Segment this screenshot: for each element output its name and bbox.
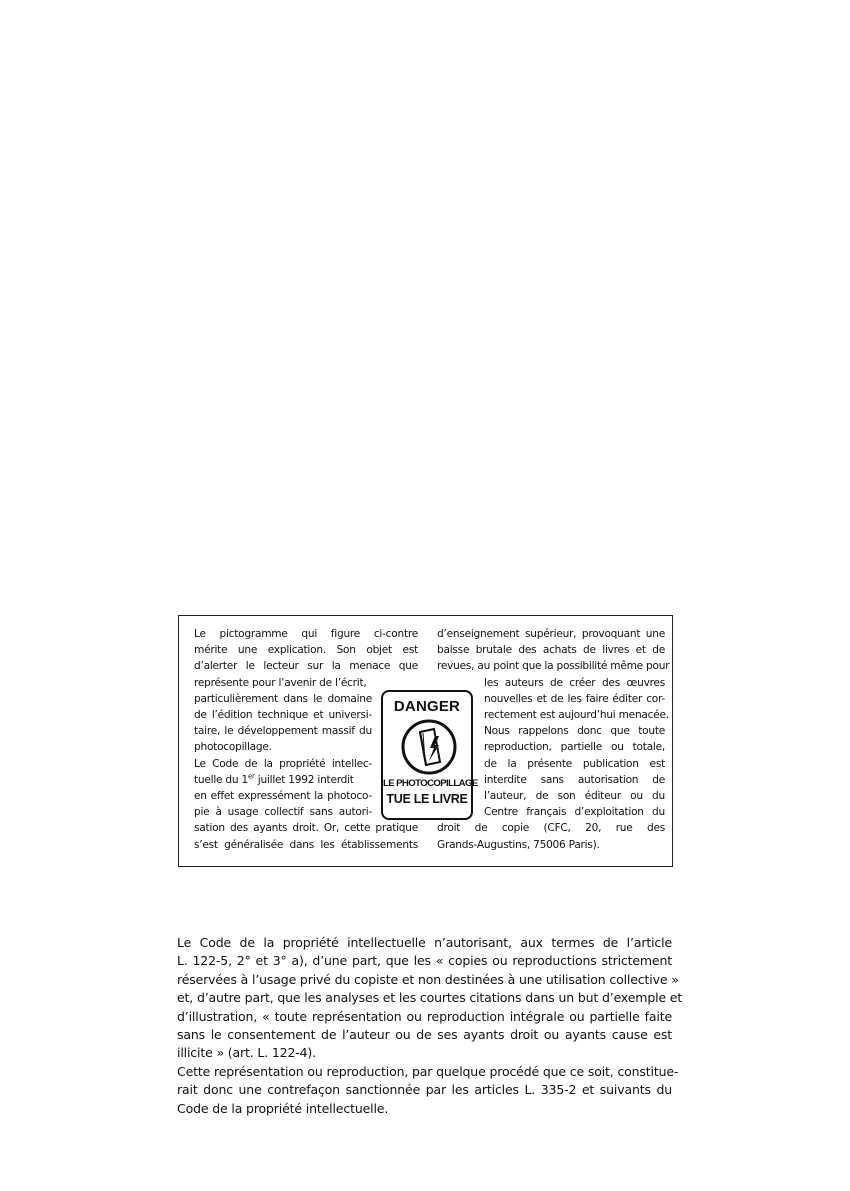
text-line: sation des ayants droit. Or, cette pratique bbox=[194, 822, 418, 835]
legal-line: Code de la propriété intellectuelle. bbox=[177, 1100, 389, 1116]
text-line: d’alerter le lecteur sur la menace que bbox=[194, 660, 418, 673]
text-line: représente pour l’avenir de l’écrit, bbox=[194, 676, 367, 689]
warning-right-column bbox=[437, 626, 670, 853]
logo-title: DANGER bbox=[393, 698, 461, 715]
legal-line: d’illustration, « toute représentation ou reproduction intégrale ou partielle faite bbox=[177, 1008, 672, 1024]
logo-caption-line2: TUE LE LIVRE bbox=[386, 792, 468, 806]
text-line: taire, le développement massif du bbox=[194, 725, 372, 738]
text-line: Le pictogramme qui figure ci-contre bbox=[194, 628, 418, 640]
photocopy-warning-box bbox=[178, 615, 673, 867]
text-line: photocopillage. bbox=[194, 741, 272, 754]
legal-notice bbox=[177, 934, 683, 1118]
text-line: Nous rappelons donc que toute bbox=[484, 725, 665, 738]
text-fragment: juillet 1992 interdit bbox=[254, 773, 354, 786]
text-line: de l’édition technique et universi- bbox=[194, 709, 372, 722]
legal-line: Cette représentation ou reproduction, par quelque procédé que ce soit, constitue- bbox=[177, 1063, 679, 1079]
text-line: mérite une explication. Son objet est bbox=[194, 644, 418, 657]
text-line: les auteurs de créer des œuvres bbox=[484, 676, 665, 689]
legal-line: sans le consentement de l’auteur ou de ses ayants droit ou ayants cause est bbox=[177, 1027, 672, 1043]
legal-line: illicite » (art. L. 122-4). bbox=[177, 1045, 316, 1061]
legal-line: Le Code de la propriété intellectuelle n’autorisant, aux termes de l’article bbox=[177, 935, 672, 950]
text-line: l’auteur, de son éditeur ou du bbox=[484, 790, 665, 803]
legal-line: L. 122-5, 2° et 3° a), d’une part, que les « copies ou reproductions strictement bbox=[177, 953, 672, 969]
superscript: er bbox=[247, 772, 255, 781]
legal-line: réservées à l’usage privé du copiste et non destinées à une utilisation collective » bbox=[177, 971, 679, 987]
text-line: de la présente publication est bbox=[484, 757, 665, 770]
text-line: s’est généralisée dans les établissements bbox=[194, 838, 418, 851]
text-line: nouvelles et de les faire éditer cor- bbox=[484, 692, 665, 705]
text-line: pie à usage collectif sans autori- bbox=[194, 806, 372, 819]
legal-line: et, d’autre part, que les analyses et les courtes citations dans un but d’exemple et bbox=[177, 990, 683, 1006]
legal-line: rait donc une contrefaçon sanctionnée par les articles L. 335-2 et suivants du bbox=[177, 1082, 672, 1098]
text-line: Grands-Augustins, 75006 Paris). bbox=[437, 838, 600, 851]
text-line bbox=[194, 772, 372, 788]
text-line: baisse brutale des achats de livres et de bbox=[437, 644, 665, 657]
text-line: revues, au point que la possibilité même pour bbox=[437, 660, 670, 673]
text-line: d’enseignement supérieur, provoquant une bbox=[437, 628, 665, 640]
text-line: en effet expressément la photoco- bbox=[194, 790, 372, 803]
text-line: interdite sans autorisation de bbox=[484, 773, 665, 786]
text-line: reproduction, partielle ou totale, bbox=[484, 741, 665, 754]
text-line: Le Code de la propriété intellec- bbox=[194, 757, 372, 770]
text-line: Centre français d’exploitation du bbox=[484, 806, 665, 819]
text-line: rectement est aujourd’hui menacée. bbox=[484, 709, 669, 722]
text-fragment: tuelle du 1 bbox=[194, 773, 248, 786]
text-line: particulièrement dans le domaine bbox=[194, 692, 372, 705]
logo-caption-line1: LE PHOTOCOPILLAGE bbox=[383, 778, 478, 789]
text-line: droit de copie (CFC, 20, rue des bbox=[437, 822, 665, 835]
